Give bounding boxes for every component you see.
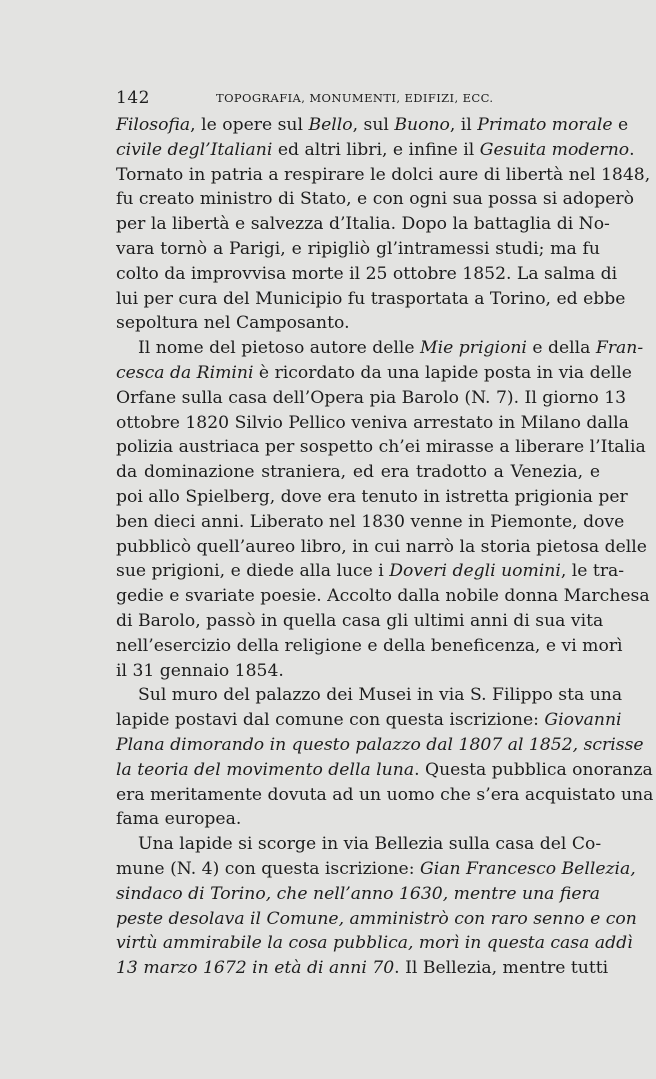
text-line xyxy=(116,435,646,460)
text-run: da dominazione straniera, ed era tradotto a Venezia, e xyxy=(116,462,600,483)
text-run: Tornato in patria a respirare le dolci aure di libertà nel 1848, xyxy=(116,164,651,185)
text-line xyxy=(116,510,625,535)
text-run: era meritamente dovuta ad un uomo che s’era acquistato una xyxy=(116,784,654,805)
italic-text: Filosofia xyxy=(116,115,191,135)
page-header xyxy=(116,88,598,110)
italic-text: civile degl’Italiani xyxy=(116,139,273,160)
text-run: sepoltura nel Camposanto. xyxy=(116,313,350,334)
text-line xyxy=(116,956,609,981)
body-text xyxy=(116,113,654,981)
text-run: colto da improvvisa morte il 25 ottobre 1852. La salma di xyxy=(116,263,618,284)
text-run: Orfane sulla casa dell’Opera pia Barolo (N. 7). Il giorno 13 xyxy=(116,387,627,408)
text-run: ottobre 1820 Silvio Pellico veniva arrestato in Milano dalla xyxy=(116,412,629,433)
text-run: Il nome del pietoso autore delle xyxy=(138,338,421,359)
text-run: mune (N. 4) con questa iscrizione: xyxy=(116,858,420,879)
italic-text: Buono xyxy=(394,115,450,135)
text-run: ben dieci anni. Liberato nel 1830 venne in Piemonte, dove xyxy=(116,511,625,532)
text-run: , sul xyxy=(352,115,395,135)
running-head: TOPOGRAFIA, MONUMENTI, EDIFIZI, ECC. xyxy=(216,91,494,105)
text-run: ed altri libri, e infine il xyxy=(272,139,480,160)
italic-text: 13 marzo 1672 in età di anni 70 xyxy=(116,958,395,979)
text-line xyxy=(116,783,654,808)
text-line xyxy=(116,807,600,832)
text-run: gedie e svariate poesie. Accolto dalla nobile donna Marchesa xyxy=(116,586,650,607)
text-line xyxy=(116,931,633,956)
text-line xyxy=(116,609,604,634)
text-run: , le opere sul xyxy=(190,115,309,135)
text-line xyxy=(116,311,600,336)
text-run: Sul muro del palazzo dei Musei in via S. Filippo sta una xyxy=(138,685,623,706)
text-run: di Barolo, passò in quella casa gli ultimi anni di sua vita xyxy=(116,610,604,631)
text-run: . xyxy=(629,139,635,160)
text-run: polizia austriaca per sospetto ch’ei mirasse a liberare l’Italia xyxy=(116,437,646,458)
text-run: , le tra- xyxy=(560,561,625,582)
text-line xyxy=(116,411,629,436)
italic-text: Bello xyxy=(308,115,353,135)
text-run: vara tornò a Parigi, e ripigliò gl’intramessi studi; ma fu xyxy=(116,238,600,259)
text-line xyxy=(116,460,600,485)
text-line xyxy=(116,212,610,237)
text-run: per la libertà e salvezza d’Italia. Dopo la battaglia di No- xyxy=(116,214,610,235)
text-line xyxy=(116,187,634,212)
text-run: . Il Bellezia, mentre tutti xyxy=(394,958,609,979)
text-run: fama europea. xyxy=(116,809,242,830)
text-line xyxy=(116,708,622,733)
text-line xyxy=(116,336,644,361)
text-line xyxy=(116,584,650,609)
text-run: sue prigioni, e diede alla luce i xyxy=(116,561,390,582)
text-line xyxy=(116,758,653,783)
italic-text: virtù ammirabile la cosa pubblica, morì in questa casa addì xyxy=(116,933,633,954)
page-number: 142 xyxy=(116,88,150,108)
text-run: pubblicò quell’aureo libro, in cui narrò la storia pietosa delle xyxy=(116,536,647,557)
text-run: poi allo Spielberg, dove era tenuto in istretta prigionia per xyxy=(116,486,628,507)
text-line xyxy=(116,535,647,560)
text-line xyxy=(116,683,623,708)
text-line xyxy=(116,907,637,932)
text-run: . Questa pubblica onoranza xyxy=(414,759,653,780)
italic-text: cesca da Rimini xyxy=(116,362,254,383)
text-run: lui per cura del Municipio fu trasportata a Torino, ed ebbe xyxy=(116,288,626,309)
text-line xyxy=(116,163,651,188)
italic-text: Gesuita moderno xyxy=(479,139,630,160)
text-line xyxy=(116,287,626,312)
text-run: Una lapide si scorge in via Bellezia sulla casa del Co- xyxy=(138,834,602,855)
text-run: , il xyxy=(449,115,478,135)
text-line xyxy=(116,659,600,684)
italic-text: sindaco di Torino, che nell’anno 1630, mentre una fiera xyxy=(116,883,600,904)
text-line xyxy=(116,882,600,907)
text-line xyxy=(116,559,625,584)
text-run: e xyxy=(612,115,629,135)
italic-text: Plana dimorando in questo palazzo dal 1807 al 1852, scrisse xyxy=(116,734,644,755)
text-line xyxy=(116,485,628,510)
text-run: fu creato ministro di Stato, e con ogni sua possa si adoperò xyxy=(116,189,634,210)
italic-text: peste desolava il Comune, amministrò con raro senno e con xyxy=(116,908,637,929)
text-line xyxy=(116,386,627,411)
text-run: e della xyxy=(526,338,596,359)
text-run: lapide postavi dal comune con questa iscrizione: xyxy=(116,710,545,731)
text-run: nell’esercizio della religione e della beneficenza, e vi morì xyxy=(116,635,623,656)
text-line xyxy=(116,138,635,163)
italic-text: Gian Francesco Bellezia, xyxy=(420,858,636,879)
text-line xyxy=(116,857,636,882)
text-line xyxy=(116,262,618,287)
text-run: è ricordato da una lapide posta in via delle xyxy=(253,362,632,383)
italic-text: Fran- xyxy=(595,338,644,359)
italic-text: Mie prigioni xyxy=(420,338,527,359)
text-line xyxy=(116,237,600,262)
text-run: il 31 gennaio 1854. xyxy=(116,660,284,681)
italic-text: la teoria del movimento della luna xyxy=(116,759,415,780)
text-line xyxy=(116,832,600,857)
text-line xyxy=(116,361,632,386)
italic-text: Doveri degli uomini xyxy=(389,561,561,582)
text-line xyxy=(116,113,629,138)
italic-text: Giovanni xyxy=(544,710,622,731)
text-line xyxy=(116,634,623,659)
text-line xyxy=(116,733,644,758)
italic-text: Primato morale xyxy=(477,115,613,135)
